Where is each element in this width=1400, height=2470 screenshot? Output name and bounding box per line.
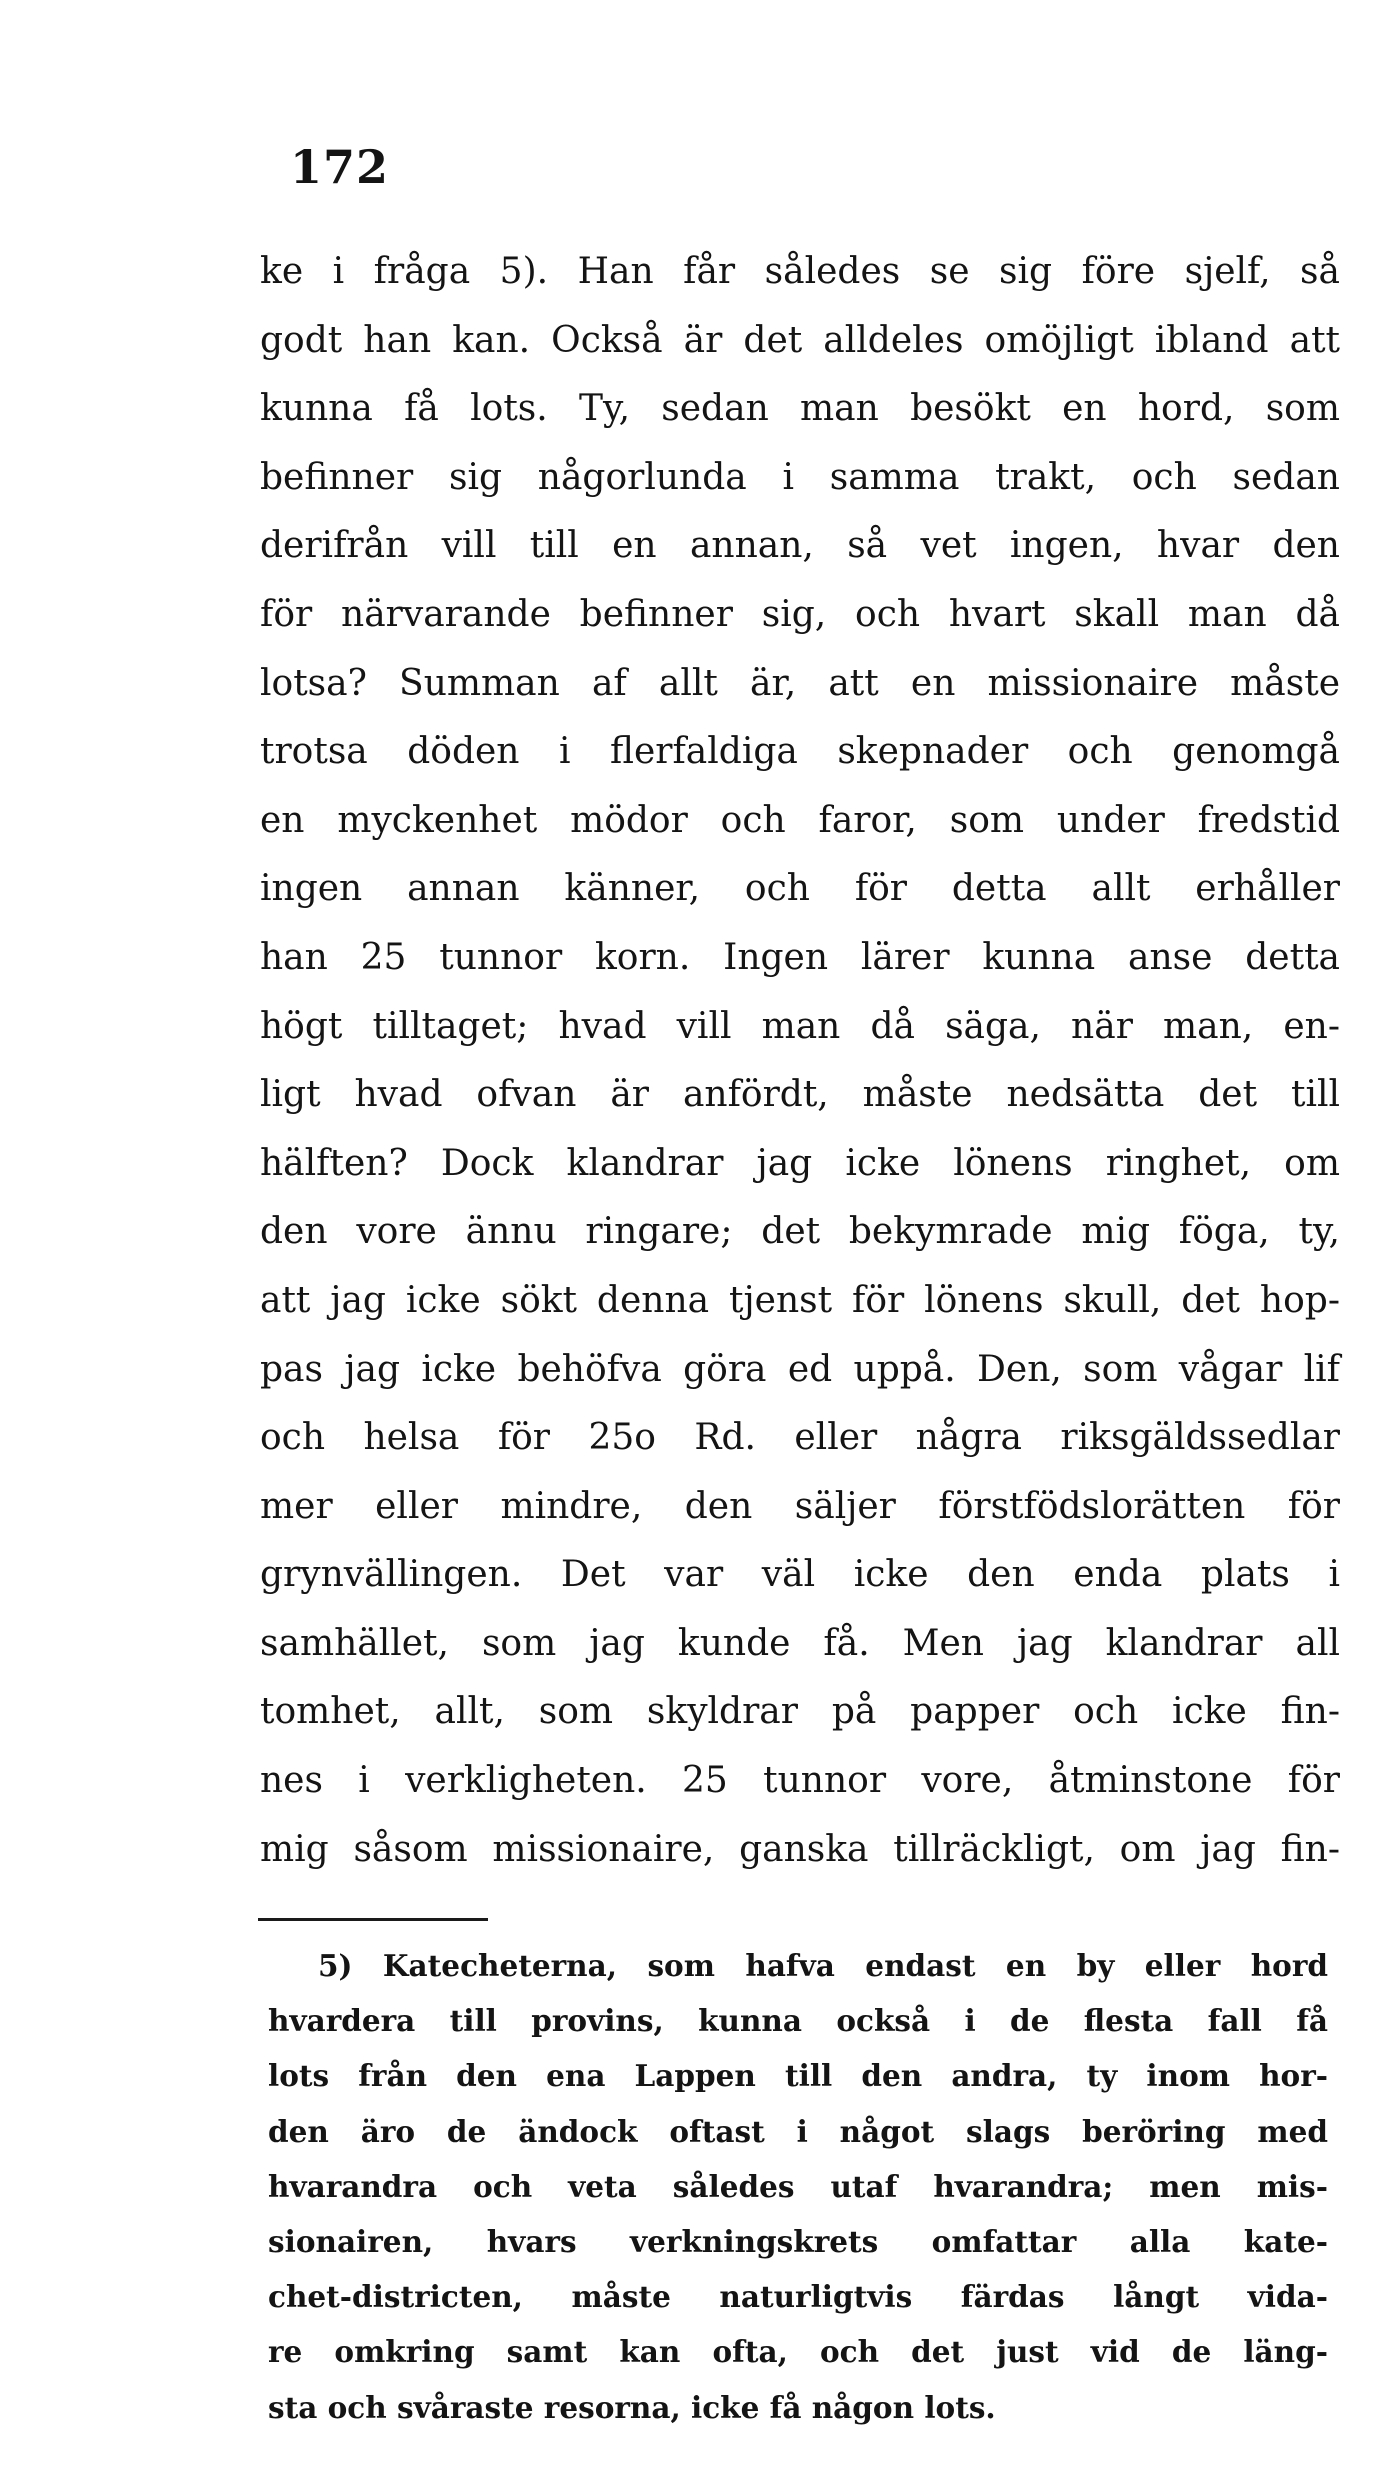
text-line: nes i verkligheten. 25 tunnor vore, åtminstone för xyxy=(260,1760,1340,1802)
footnote-line: re omkring samt kan ofta, och det just vid de läng- xyxy=(268,2334,1328,2370)
footnote-line: hvardera till provins, kunna också i de flesta fall få xyxy=(268,2003,1328,2039)
text-line: högt tilltaget; hvad vill man då säga, när man, en- xyxy=(260,1005,1340,1047)
page-number: 172 xyxy=(290,140,390,194)
main-text-block xyxy=(260,238,1340,1884)
text-line: mer eller mindre, den säljer förstfödslorätten för xyxy=(260,1485,1340,1527)
text-line: samhället, som jag kunde få. Men jag klandrar all xyxy=(260,1622,1340,1664)
text-line: han 25 tunnor korn. Ingen lärer kunna anse detta xyxy=(260,936,1340,978)
text-line: lotsa? Summan af allt är, att en missionaire måste xyxy=(260,662,1340,704)
footnote-divider xyxy=(258,1918,488,1921)
text-line: en myckenhet mödor och faror, som under fredstid xyxy=(260,799,1340,841)
footnote-line: den äro de ändock oftast i något slags beröring med xyxy=(268,2113,1328,2149)
text-line: och helsa för 25o Rd. eller några riksgäldssedlar xyxy=(260,1417,1340,1459)
text-line: ligt hvad ofvan är anfördt, måste nedsätta det till xyxy=(260,1074,1340,1116)
text-line: för närvarande befinner sig, och hvart skall man då xyxy=(260,593,1340,635)
text-line: mig såsom missionaire, ganska tillräckligt, om jag fin- xyxy=(260,1828,1340,1870)
text-line: tomhet, allt, som skyldrar på papper och icke fin- xyxy=(260,1691,1340,1733)
text-line: godt han kan. Också är det alldeles omöjligt ibland att xyxy=(260,319,1340,361)
footnote-line: 5) Katecheterna, som hafva endast en by eller hord xyxy=(318,1948,1328,1983)
footnote-block xyxy=(268,1938,1328,2435)
text-line: derifrån vill till en annan, så vet ingen, hvar den xyxy=(260,525,1340,567)
footnote-line: lots från den ena Lappen till den andra, ty inom hor- xyxy=(268,2058,1328,2094)
text-line: trotsa döden i flerfaldiga skepnader och genomgå xyxy=(260,731,1340,773)
text-line: hälften? Dock klandrar jag icke lönens ringhet, om xyxy=(260,1142,1340,1184)
text-line: ke i fråga 5). Han får således se sig före sjelf, så xyxy=(260,251,1340,292)
text-line: ingen annan känner, och för detta allt erhåller xyxy=(260,868,1340,910)
text-line: pas jag icke behöfva göra ed uppå. Den, som vågar lif xyxy=(260,1348,1340,1390)
footnote-line: chet-districten, måste naturligtvis färdas långt vida- xyxy=(268,2279,1328,2315)
text-line: att jag icke sökt denna tjenst för lönens skull, det hop- xyxy=(260,1279,1340,1321)
footnote-line: sionairen, hvars verkningskrets omfattar alla kate- xyxy=(268,2223,1328,2259)
footnote-line: hvarandra och veta således utaf hvarandra; men mis- xyxy=(268,2168,1328,2204)
text-line: befinner sig någorlunda i samma trakt, och sedan xyxy=(260,456,1340,498)
text-line: kunna få lots. Ty, sedan man besökt en hord, som xyxy=(260,388,1340,430)
footnote-line: sta och svåraste resorna, icke få någon lots. xyxy=(268,2389,996,2425)
text-line: den vore ännu ringare; det bekymrade mig föga, ty, xyxy=(260,1211,1340,1253)
text-line: grynvällingen. Det var väl icke den enda plats i xyxy=(260,1554,1340,1596)
